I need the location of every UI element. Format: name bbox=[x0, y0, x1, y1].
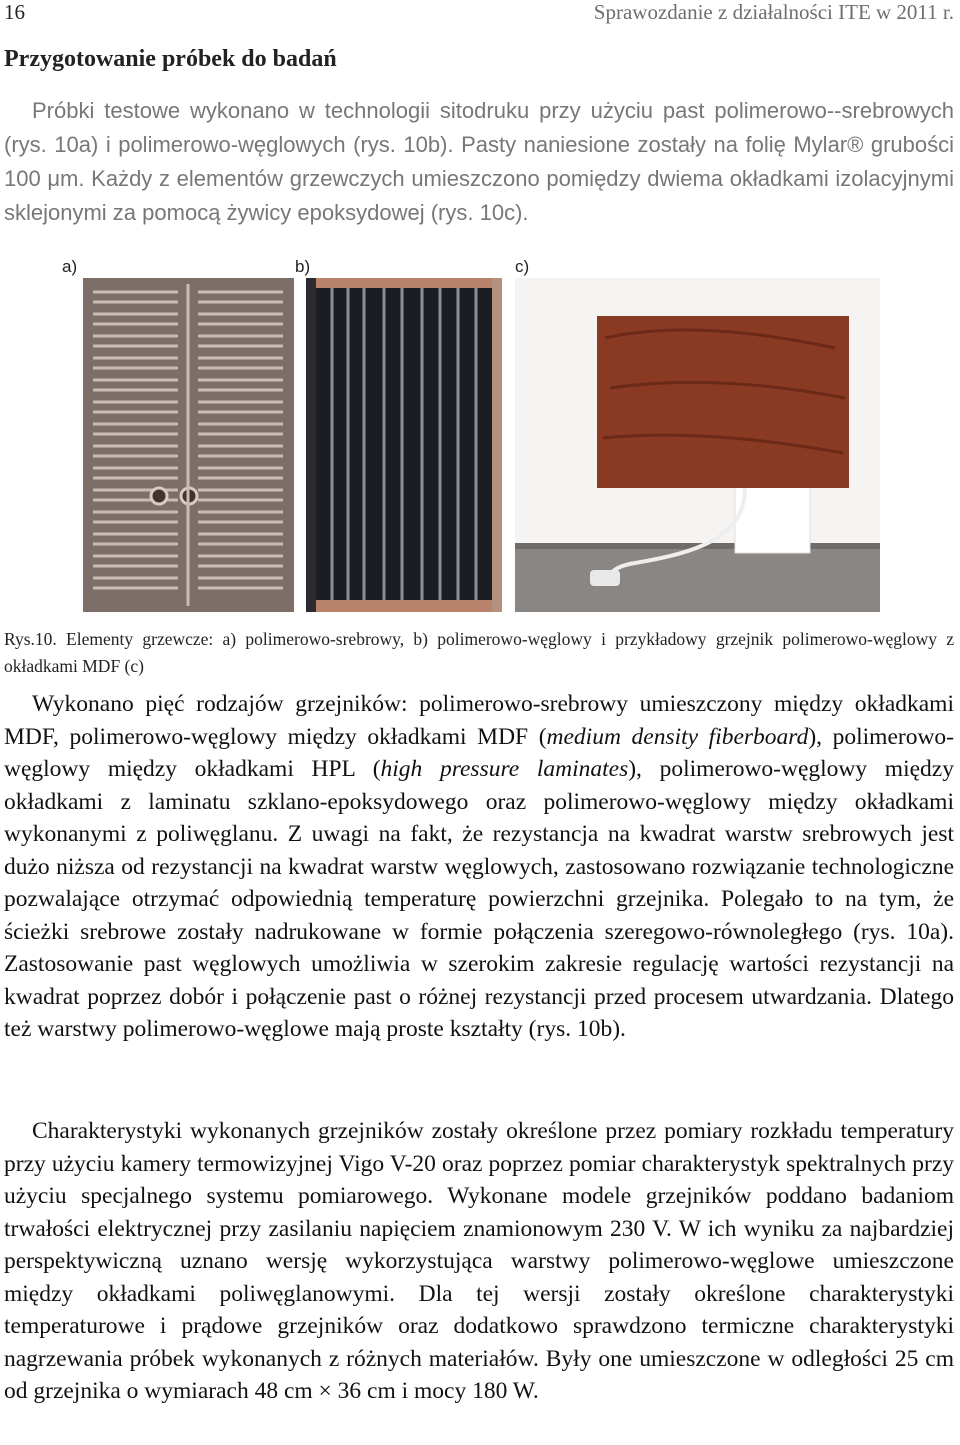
italic-term: medium density fiberboard bbox=[546, 723, 809, 750]
figure-caption: Rys.10. Elementy grzewcze: a) polimerowo-srebrowy, b) polimerowo-węglowy i przykładowy grzejnik polimerowo-węglowy z okładkami MDF (c) bbox=[4, 629, 954, 676]
body-paragraph-3: Charakterystyki wykonanych grzejników zostały określone przez pomiary rozkładu temperatury przy użyciu kamery termowizyjnej Vigo V-20 oraz poprzez pomiar charakterystyk spektralnych przy użyciu specjalnego systemu pomiarowego. Wykonane modele grzejników poddano badaniom trwałości elektrycznej przy zasilaniu napięciem znamionowym 230 V. W ich wyniku za najbardziej perspektywiczną uznano wersję wykorzystująca warstwy polimerowo-węglowe umieszczone między okładkami poliwęglanowymi. Dla tej wersji zostały określone charakterystyki temperaturowe i prądowe grzejników oraz dodatkowo sprawdzono termiczne charakterystyki nagrzewania próbek wykonanych z różnych materiałów. Były one umieszczone w odległości 25 cm od grzejnika o wymiarach 48 cm × 36 cm i mocy 180 W. bbox=[4, 1118, 954, 1404]
body-paragraph-2 bbox=[4, 688, 954, 1046]
page-header bbox=[4, 0, 954, 32]
intro-paragraph: Próbki testowe wykonano w technologii sitodruku przy użyciu past polimerowo--srebrowych (rys. 10a) i polimerowo-węglowych (rys. 10b). Pasty naniesione zostały na folię Mylar® grubości 100 μm. Każdy z elementów grzewczych umieszczono pomiędzy dwiema okładkami izolacyjnymi sklejonymi za pomocą żywicy epoksydowej (rys. 10c). bbox=[4, 98, 954, 225]
paragraph-text: Wykonano pięć rodzajów grzejników: polimerowo-srebrowy umieszczony między okładkami MDF, polimerowo-węglowy między okładkami MDF ( bbox=[4, 691, 954, 750]
paragraph-text: ), polimerowo-węglowy między okładkami HPL ( bbox=[4, 723, 955, 782]
figure-label-b: b) bbox=[295, 257, 311, 276]
italic-term: high pressure laminates bbox=[380, 756, 629, 782]
figure-label-a: a) bbox=[62, 257, 78, 276]
running-title: Sprawozdanie z działalności ITE w 2011 r. bbox=[593, 0, 954, 24]
photo-mdf-heater bbox=[515, 278, 880, 612]
figure-label-c: c) bbox=[515, 257, 530, 276]
page-number: 16 bbox=[4, 0, 25, 24]
paragraph-text: ), polimerowo-węglowy między okładkami z laminatu szklano-epoksydowego oraz polimerowo-węglowy między okładkami wykonanymi z poliwęglanu. Z uwagi na fakt, że rezystancja na kwadrat warstw srebrowych jest dużo niższa od rezystancji na kwadrat warstw węglowych, zastosowano rozwiązanie technologiczne pozwalające otrzymać odpowiednią temperaturę powierzchni grzejnika. Polegało to na tym, że ścieżki srebrowe zostały nadrukowane w formie połączenia szeregowo-równoległego (rys. 10a). Zastosowanie past węglowych umożliwia w szerokim zakresie regulację wartości rezystancji na kwadrat poprzez dobór i połączenie past o różnej rezystancji przed procesem utwardzania. Dlatego też warstwy polimerowo-węglowe mają proste kształty (rys. 10b). bbox=[4, 756, 954, 1042]
photo-carbon-heater bbox=[306, 278, 502, 612]
photo-silver-heater bbox=[83, 278, 294, 612]
section-title: Przygotowanie próbek do badań bbox=[4, 46, 337, 72]
